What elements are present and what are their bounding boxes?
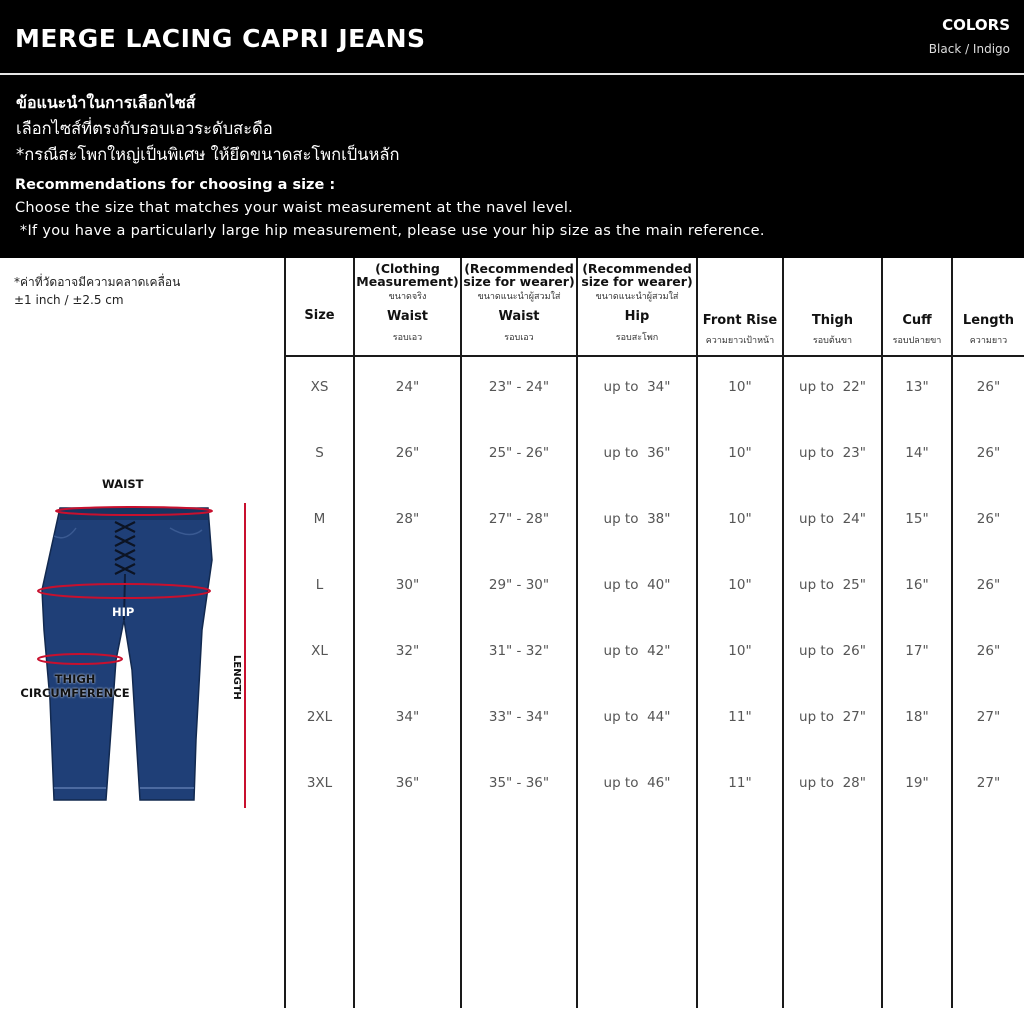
cell-recommended-hip: up to 42": [603, 643, 671, 659]
tolerance-note-value: ±1 inch / ±2.5 cm: [14, 293, 124, 307]
english-recommendation-line: Choose the size that matches your waist measurement at the navel level.: [15, 200, 574, 216]
thigh-label: [20, 672, 130, 700]
cell-length: 26": [976, 445, 1001, 461]
waist-label: WAIST: [102, 477, 144, 491]
cell-size: XL: [311, 643, 328, 659]
table-border: [353, 258, 355, 1008]
table-border: [782, 258, 784, 1008]
header-label: Front Rise: [702, 313, 778, 328]
header-qualifier: (Recommended size for wearer): [463, 261, 575, 289]
cell-size: XS: [310, 379, 329, 395]
cell-front-rise: 10": [728, 379, 752, 395]
thigh-label-line: THIGH: [54, 672, 96, 686]
cell-front-rise: 10": [728, 643, 752, 659]
cell-length: 26": [976, 577, 1001, 593]
cell-cuff: 13": [905, 379, 929, 395]
colors-value: Black / Indigo: [928, 42, 1010, 56]
length-label: LENGTH: [231, 655, 242, 700]
table-border: [576, 258, 578, 1008]
cell-size: M: [313, 511, 326, 527]
product-title: MERGE LACING CAPRI JEANS: [15, 24, 426, 53]
header-recommended-waist: [462, 262, 576, 354]
cell-recommended-waist: 23" - 24": [488, 379, 550, 395]
cell-recommended-hip: up to 38": [603, 511, 671, 527]
cell-thigh: up to 25": [799, 577, 866, 593]
header-qualifier: (Recommended size for wearer): [581, 261, 693, 289]
header-label: Cuff: [902, 313, 932, 328]
cell-recommended-hip: up to 46": [603, 775, 671, 791]
cell-cuff: 14": [905, 445, 929, 461]
cell-length: 26": [976, 643, 1001, 659]
header-label: Length: [962, 313, 1015, 328]
cell-thigh: up to 22": [799, 379, 866, 395]
header-clothing-waist: [355, 262, 460, 354]
cell-cuff: 15": [905, 511, 929, 527]
header-qualifier-thai: ขนาดจริง: [388, 292, 427, 302]
thai-recommendation-title: ข้อแนะนำในการเลือกไซส์: [16, 93, 196, 112]
header-cuff: [883, 262, 951, 354]
cell-size: 3XL: [306, 775, 333, 791]
header-qualifier-thai: ขนาดแนะนำผู้สวมใส่: [477, 292, 561, 302]
english-recommendation-title: Recommendations for choosing a size :: [15, 177, 336, 193]
cell-clothing-waist: 30": [395, 577, 420, 593]
header-label-thai: รอบต้นขา: [812, 336, 853, 346]
cell-front-rise: 11": [728, 709, 752, 725]
header-label: Waist: [498, 309, 540, 324]
header-size: [286, 262, 353, 354]
header-label: Size: [304, 308, 335, 323]
cell-cuff: 17": [905, 643, 929, 659]
cell-thigh: up to 26": [799, 643, 866, 659]
cell-thigh: up to 23": [799, 445, 866, 461]
thigh-label-line: CIRCUMFERENCE: [20, 686, 130, 700]
cell-recommended-waist: 29" - 30": [488, 577, 550, 593]
cell-cuff: 19": [905, 775, 929, 791]
cell-recommended-hip: up to 34": [603, 379, 671, 395]
header-label-thai: รอบเอว: [392, 333, 423, 343]
colors-label: COLORS: [942, 16, 1010, 34]
header-label-thai: รอบปลายขา: [892, 336, 942, 346]
cell-clothing-waist: 28": [395, 511, 420, 527]
cell-size: 2XL: [306, 709, 333, 725]
cell-recommended-waist: 33" - 34": [488, 709, 550, 725]
cell-clothing-waist: 24": [395, 379, 420, 395]
cell-recommended-waist: 31" - 32": [488, 643, 550, 659]
thai-recommendation-line: *กรณีสะโพกใหญ่เป็นพิเศษ ให้ยึดขนาดสะโพกเป็นหลัก: [16, 145, 400, 164]
table-border: [460, 258, 462, 1008]
header-label-thai: รอบเอว: [504, 333, 534, 343]
cell-clothing-waist: 26": [395, 445, 420, 461]
header-qualifier-thai: ขนาดแนะนำผู้สวมใส่: [595, 292, 679, 302]
header-front-rise: [698, 262, 782, 354]
cell-clothing-waist: 34": [395, 709, 420, 725]
table-header-divider: [285, 355, 1024, 357]
cell-front-rise: 10": [728, 445, 752, 461]
cell-thigh: up to 28": [799, 775, 866, 791]
cell-cuff: 16": [905, 577, 929, 593]
header-qualifier: (Clothing Measurement): [356, 261, 459, 289]
cell-recommended-hip: up to 40": [603, 577, 671, 593]
table-border: [696, 258, 698, 1008]
cell-recommended-waist: 35" - 36": [488, 775, 550, 791]
cell-thigh: up to 24": [799, 511, 866, 527]
header-banner: [0, 0, 1024, 258]
cell-thigh: up to 27": [799, 709, 866, 725]
table-border: [284, 258, 286, 1008]
table-border: [951, 258, 953, 1008]
cell-length: 26": [976, 379, 1001, 395]
header-label-thai: รอบสะโพก: [615, 333, 659, 343]
english-recommendation-line: *If you have a particularly large hip measurement, please use your hip size as the main reference.: [15, 223, 765, 239]
header-label: Hip: [624, 309, 650, 324]
cell-length: 27": [976, 775, 1001, 791]
header-length: [953, 262, 1024, 354]
thai-recommendation-line: เลือกไซส์ที่ตรงกับรอบเอวระดับสะดือ: [16, 119, 273, 138]
cell-front-rise: 11": [728, 775, 752, 791]
cell-recommended-hip: up to 44": [603, 709, 671, 725]
header-label: Thigh: [811, 313, 854, 328]
cell-recommended-hip: up to 36": [603, 445, 671, 461]
tolerance-note: [14, 273, 180, 309]
cell-front-rise: 10": [728, 577, 752, 593]
cell-length: 27": [976, 709, 1001, 725]
cell-front-rise: 10": [728, 511, 752, 527]
header-recommended-hip: [578, 262, 696, 354]
cell-length: 26": [976, 511, 1001, 527]
table-border: [881, 258, 883, 1008]
cell-size: S: [315, 445, 324, 461]
cell-clothing-waist: 32": [395, 643, 420, 659]
cell-recommended-waist: 25" - 26": [488, 445, 550, 461]
jeans-illustration: [20, 470, 280, 820]
header-label-thai: ความยาว: [969, 336, 1008, 346]
header-label-thai: ความยาวเป้าหน้า: [705, 336, 775, 346]
cell-clothing-waist: 36": [395, 775, 420, 791]
tolerance-note-thai: *ค่าที่วัดอาจมีความคลาดเคลื่อน: [14, 275, 181, 289]
header-thigh: [784, 262, 881, 354]
header-divider: [0, 73, 1024, 75]
cell-cuff: 18": [905, 709, 929, 725]
cell-size: L: [315, 577, 324, 593]
jeans-figure: [20, 470, 280, 820]
header-label: Waist: [386, 309, 429, 324]
cell-recommended-waist: 27" - 28": [488, 511, 550, 527]
hip-label: HIP: [112, 605, 135, 619]
